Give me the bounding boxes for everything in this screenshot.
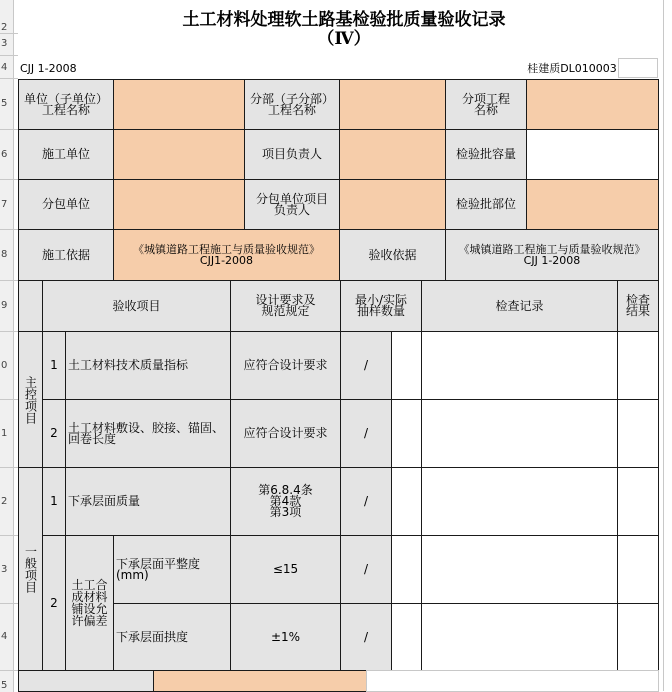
general-item-2-sub-2-name: 下承层面拱度 bbox=[113, 603, 231, 671]
col-acceptance-item: 验收项目 bbox=[42, 280, 231, 332]
unit-project-label: 单位（子单位） 工程名称 bbox=[18, 79, 114, 130]
subcontract-manager-label: 分包单位项目 负责人 bbox=[244, 179, 340, 230]
grid-line bbox=[0, 280, 18, 281]
grid-line bbox=[0, 55, 18, 56]
right-gridline bbox=[663, 0, 664, 691]
general-item-2-sub-1-actual[interactable] bbox=[391, 535, 422, 604]
col-check-result: 检查 结果 bbox=[617, 280, 659, 332]
batch-location-label: 检验批部位 bbox=[445, 179, 527, 230]
bottom-row-value[interactable] bbox=[153, 670, 367, 692]
main-item-1-actual[interactable] bbox=[391, 331, 422, 400]
construction-unit-label: 施工单位 bbox=[18, 129, 114, 180]
row-number: 4 bbox=[0, 60, 14, 74]
general-item-2-sub-1-requirement: ≤15 bbox=[230, 535, 341, 604]
page-title bbox=[18, 4, 670, 56]
general-item-2-category: 土工合 成材料 铺设允 许偏差 bbox=[65, 535, 114, 671]
main-item-1-record[interactable] bbox=[421, 331, 618, 400]
title-line-2: （Ⅳ） bbox=[317, 29, 371, 49]
main-item-2-name: 土工材料敷设、胶接、锚固、 回卷长度 bbox=[65, 399, 231, 468]
sub-project-value[interactable] bbox=[339, 79, 446, 130]
main-control-group-label: 主控项目 bbox=[18, 331, 43, 468]
subcontract-manager-value[interactable] bbox=[339, 179, 446, 230]
item-project-value[interactable] bbox=[526, 79, 659, 130]
project-manager-value[interactable] bbox=[339, 129, 446, 180]
form-code: 桂建质DL010003 bbox=[527, 61, 617, 75]
main-item-1-requirement: 应符合设计要求 bbox=[230, 331, 341, 400]
main-item-1-result[interactable] bbox=[617, 331, 659, 400]
item-project-label: 分项工程 名称 bbox=[445, 79, 527, 130]
row-number: 2 bbox=[0, 20, 14, 34]
bottom-row-label bbox=[18, 670, 154, 692]
general-item-1-no: 1 bbox=[42, 467, 66, 536]
row-number: 4 bbox=[0, 629, 14, 643]
general-item-2-no: 2 bbox=[42, 535, 66, 671]
row-number: 8 bbox=[0, 247, 14, 261]
construction-basis-label: 施工依据 bbox=[18, 229, 114, 281]
grid-line bbox=[0, 603, 18, 604]
main-item-2-requirement: 应符合设计要求 bbox=[230, 399, 341, 468]
grid-line bbox=[0, 670, 18, 671]
grid-line bbox=[0, 78, 18, 79]
grid-line bbox=[0, 129, 18, 130]
col-design-requirement: 设计要求及 规范规定 bbox=[230, 280, 341, 332]
grid-line bbox=[0, 467, 18, 468]
row-number: 7 bbox=[0, 197, 14, 211]
subcontract-unit-label: 分包单位 bbox=[18, 179, 114, 230]
construction-basis-value[interactable]: 《城镇道路工程施工与质量验收规范》 CJJ1-2008 bbox=[113, 229, 340, 281]
form-code-box[interactable] bbox=[618, 58, 658, 78]
acceptance-basis-label: 验收依据 bbox=[339, 229, 446, 281]
general-item-1-result[interactable] bbox=[617, 467, 659, 536]
unit-project-value[interactable] bbox=[113, 79, 245, 130]
row-number: 2 bbox=[0, 494, 14, 508]
acceptance-basis-value: 《城镇道路工程施工与质量验收规范》 CJJ 1-2008 bbox=[445, 229, 659, 281]
construction-unit-value[interactable] bbox=[113, 129, 245, 180]
general-item-2-sub-1-record[interactable] bbox=[421, 535, 618, 604]
general-item-2-sub-2-sampling: / bbox=[340, 603, 392, 671]
row-number: 9 bbox=[0, 298, 14, 312]
general-item-1-record[interactable] bbox=[421, 467, 618, 536]
general-item-2-sub-2-actual[interactable] bbox=[391, 603, 422, 671]
project-manager-label: 项目负责人 bbox=[244, 129, 340, 180]
row-number: 5 bbox=[0, 96, 14, 110]
batch-location-value[interactable] bbox=[526, 179, 659, 230]
row-number: 3 bbox=[0, 562, 14, 576]
general-item-2-sub-1-result[interactable] bbox=[617, 535, 659, 604]
col-sampling: 最小/实际 抽样数量 bbox=[340, 280, 422, 332]
general-item-2-sub-2-result[interactable] bbox=[617, 603, 659, 671]
main-item-2-record[interactable] bbox=[421, 399, 618, 468]
main-item-2-actual[interactable] bbox=[391, 399, 422, 468]
group-header-blank bbox=[18, 280, 43, 332]
col-check-record: 检查记录 bbox=[421, 280, 618, 332]
subcontract-unit-value[interactable] bbox=[113, 179, 245, 230]
main-item-2-result[interactable] bbox=[617, 399, 659, 468]
general-group-label: 一般项目 bbox=[18, 467, 43, 671]
row-number: 6 bbox=[0, 147, 14, 161]
batch-capacity-label: 检验批容量 bbox=[445, 129, 527, 180]
general-item-2-sub-2-record[interactable] bbox=[421, 603, 618, 671]
grid-line bbox=[0, 331, 18, 332]
general-item-1-actual[interactable] bbox=[391, 467, 422, 536]
title-line-1: 土工材料处理软土路基检验批质量验收记录 bbox=[182, 10, 506, 30]
general-item-2-sub-1-sampling: / bbox=[340, 535, 392, 604]
standard-code: CJJ 1-2008 bbox=[20, 61, 77, 75]
row-number: 5 bbox=[0, 678, 14, 692]
main-item-1-sampling: / bbox=[340, 331, 392, 400]
general-item-2-sub-2-requirement: ±1% bbox=[230, 603, 341, 671]
grid-line bbox=[0, 179, 18, 180]
sub-project-label: 分部（子分部） 工程名称 bbox=[244, 79, 340, 130]
general-item-2-sub-1-name: 下承层面平整度(mm) bbox=[113, 535, 231, 604]
main-item-1-no: 1 bbox=[42, 331, 66, 400]
grid-line bbox=[0, 399, 18, 400]
general-item-1-sampling: / bbox=[340, 467, 392, 536]
batch-capacity-value[interactable] bbox=[526, 129, 659, 180]
general-item-1-name: 下承层面质量 bbox=[65, 467, 231, 536]
row-number: 0 bbox=[0, 358, 14, 372]
bottom-row-extra[interactable] bbox=[366, 670, 659, 692]
grid-line bbox=[0, 535, 18, 536]
grid-line bbox=[0, 229, 18, 230]
row-number: 1 bbox=[0, 426, 14, 440]
row-number: 3 bbox=[0, 36, 14, 50]
main-item-1-name: 土工材料技术质量指标 bbox=[65, 331, 231, 400]
grid-line bbox=[0, 33, 18, 34]
main-item-2-sampling: / bbox=[340, 399, 392, 468]
general-item-1-requirement: 第6.8.4条 第4款 第3项 bbox=[230, 467, 341, 536]
main-item-2-no: 2 bbox=[42, 399, 66, 468]
